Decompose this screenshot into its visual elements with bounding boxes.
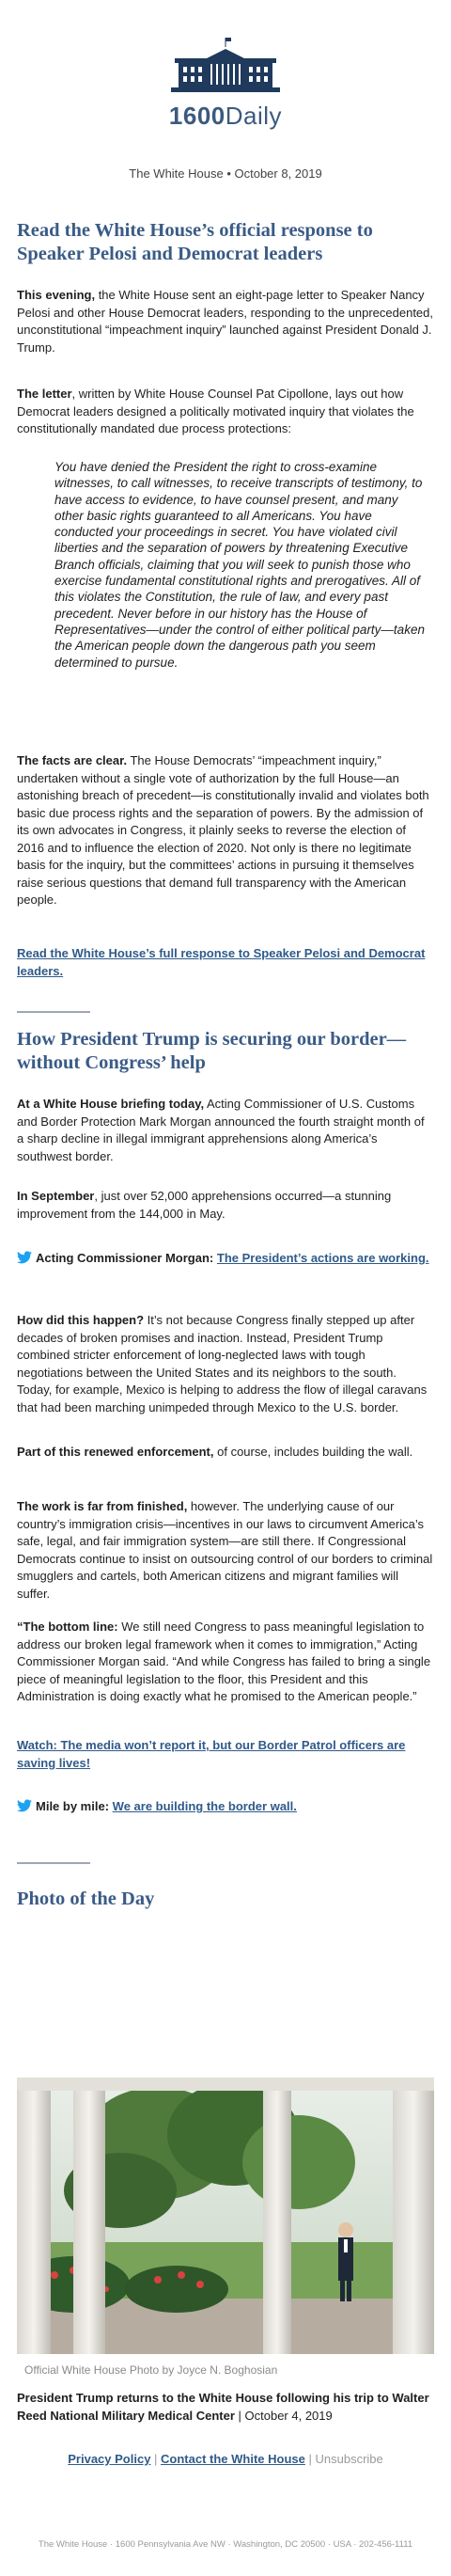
footer-separator: | [304,2452,316,2466]
paragraph-lead: This evening, [17,288,96,302]
paragraph [17,287,434,356]
unsubscribe-link[interactable]: Unsubscribe [315,2452,383,2466]
contact-link[interactable]: Contact the White House [161,2452,305,2466]
paragraph [17,752,434,909]
photo-of-the-day [17,2078,434,2354]
section-title: Photo of the Day [17,1889,155,1909]
paragraph-text: It’s not because Congress finally stepped up after decades of broken promises and inaction. Instead, President Trump combined stricter enforcement of long-neglected laws with tough negotiations between the United States and its neighbors to the south. Today, for example, Mexico is helping to address the flow of illegal caravans that had been marching unimpeded through Mexico to the U.S. border. [17,1313,428,1414]
footer-separator: | [150,2452,162,2466]
paragraph-text: of course, includes building the wall. [213,1445,413,1459]
brand-word: Daily [225,102,283,130]
twitter-bird-icon [17,1799,32,1812]
paragraph-lead: Part of this renewed enforcement, [17,1445,214,1459]
section-title: Read the White House’s official response to Speaker Pelosi and Democrat leaders [17,220,373,264]
section-pelosi-response [17,219,434,266]
paragraph-text: The House Democrats’ “impeachment inquiry,” undertaken without a single vote of authorization by the full House—an astonishing breach of precedent—is constitutionally invalid and violates both basic due process rights and the separation of powers. By the admission of its own advocates in Congress, it plainly seeks to reverse the election of 2016 and to influence the election of 2020. Not only is there no legitimate basis for the inquiry, but the committees’ actions in pursuing it themselves raise serious questions that demand full transparency with the American people. [17,753,429,907]
paragraph [17,1444,434,1462]
paragraph-lead: At a White House briefing today, [17,1097,205,1111]
brand-number: 1600 [168,102,226,130]
paragraph [17,386,434,438]
border-wall-link[interactable]: We are building the border wall. [112,1799,297,1813]
twitter-bird-icon [17,1251,32,1264]
actions-working-link[interactable]: The President’s actions are working. [216,1251,429,1265]
photo-caption [17,2390,434,2425]
caption-date: | October 4, 2019 [234,2408,333,2423]
blockquote [17,459,434,671]
paragraph-text: Acting Commissioner of U.S. Customs and Border Protection Mark Morgan announced the fourth straight month of a sharp decline in illegal immigrant apprehensions along America’s southwest border. [17,1097,425,1163]
brand-logo-text [0,102,451,131]
paragraph-text: however. The underlying cause of our country’s immigration crisis—incentives in our laws to circumvent America’s safe, legal, and fair immigration system—are still there. If Congressional Democrats continue to insist on outsourcing control of our borders to criminal smugglers and cartels, both American citizens and migrant families will suffer. [17,1499,433,1601]
section-photo-of-day [17,1888,434,1911]
paragraph-lead: The work is far from finished, [17,1499,188,1513]
watch-border-patrol-link[interactable]: Watch: The media won’t report it, but our Border Patrol officers are saving lives! [17,1738,406,1770]
paragraph [17,1619,434,1706]
paragraph-text: the White House sent an eight-page letter to Speaker Nancy Pelosi and other House Democrat leaders, responding to the unprecedented, unconstitutional “impeachment inquiry” launched against President Donald J. Trump. [17,288,434,355]
section-border-security [17,1028,434,1075]
tweet-line [17,1798,434,1816]
dateline: The White House • October 8, 2019 [129,166,322,181]
paragraph [17,1096,434,1165]
footer-links [0,2452,451,2466]
paragraph-lead: In September [17,1189,95,1203]
section-title: How President Trump is securing our border—without Congress’ help [17,1029,407,1073]
white-house-logo [169,36,282,96]
privacy-policy-link[interactable]: Privacy Policy [68,2452,151,2466]
paragraph-lead: How did this happen? [17,1313,145,1327]
masthead [0,36,451,131]
paragraph-text: , just over 52,000 apprehensions occurred—a stunning improvement from the 144,000 in May. [17,1189,392,1221]
paragraph-text: , written by White House Counsel Pat Cipollone, lays out how Democrat leaders designed a politically motivated inquiry that violates the constitutionally mandated due process protections: [17,387,414,435]
paragraph [17,1498,434,1603]
paragraph-lead: “The bottom line: [17,1620,118,1634]
caption-title: President Trump returns to the White House following his trip to Walter Reed National Military Medical Center [17,2391,429,2423]
paragraph-lead: The facts are clear. [17,753,128,767]
quote-text: You have denied the President the right to cross-examine witnesses, to call witnesses, to receive transcripts of testimony, to have access to evidence, to have counsel present, and many other basic rights guaranteed to all Americans. You have conducted your proceedings in secret. You have violated civil liberties and the separation of powers by threatening Executive Branch officials, claiming that you will seek to punish those who exercise fundamental constitutional rights and prerogatives. All of this violates the Constitution, the rule of law, and every past precedent. Never before in our history has the House of Representatives—under the control of either political party—taken the American people down the dangerous path you seem determined to pursue. [54,460,425,670]
paragraph [17,1312,434,1416]
link-block [17,945,434,980]
paragraph-lead: The letter [17,387,72,401]
section-divider [17,1011,90,1013]
paragraph [17,1188,434,1223]
footer-address: The White House · 1600 Pennsylvania Ave NW · Washington, DC 20500 · USA · 202-456-1111 [38,2539,413,2550]
photo-image [17,2078,434,2354]
tweet-lead: Mile by mile: [36,1799,110,1813]
section-divider [17,1862,90,1864]
photo-credit: Official White House Photo by Joyce N. Boghosian [24,2363,278,2377]
full-response-link[interactable]: Read the White House’s full response to Speaker Pelosi and Democrat leaders. [17,946,426,978]
tweet-line [17,1250,434,1268]
tweet-lead: Acting Commissioner Morgan: [36,1251,214,1265]
paragraph-text: We still need Congress to pass meaningful legislation to address our broken legal framework when it comes to immigration,” Acting Commissioner Morgan said. “And while Congress has failed to bring a single piece of meaningful legislation to the floor, this President and this Administration is doing exactly what he promised to the American people.” [17,1620,431,1703]
link-block [17,1737,434,1772]
